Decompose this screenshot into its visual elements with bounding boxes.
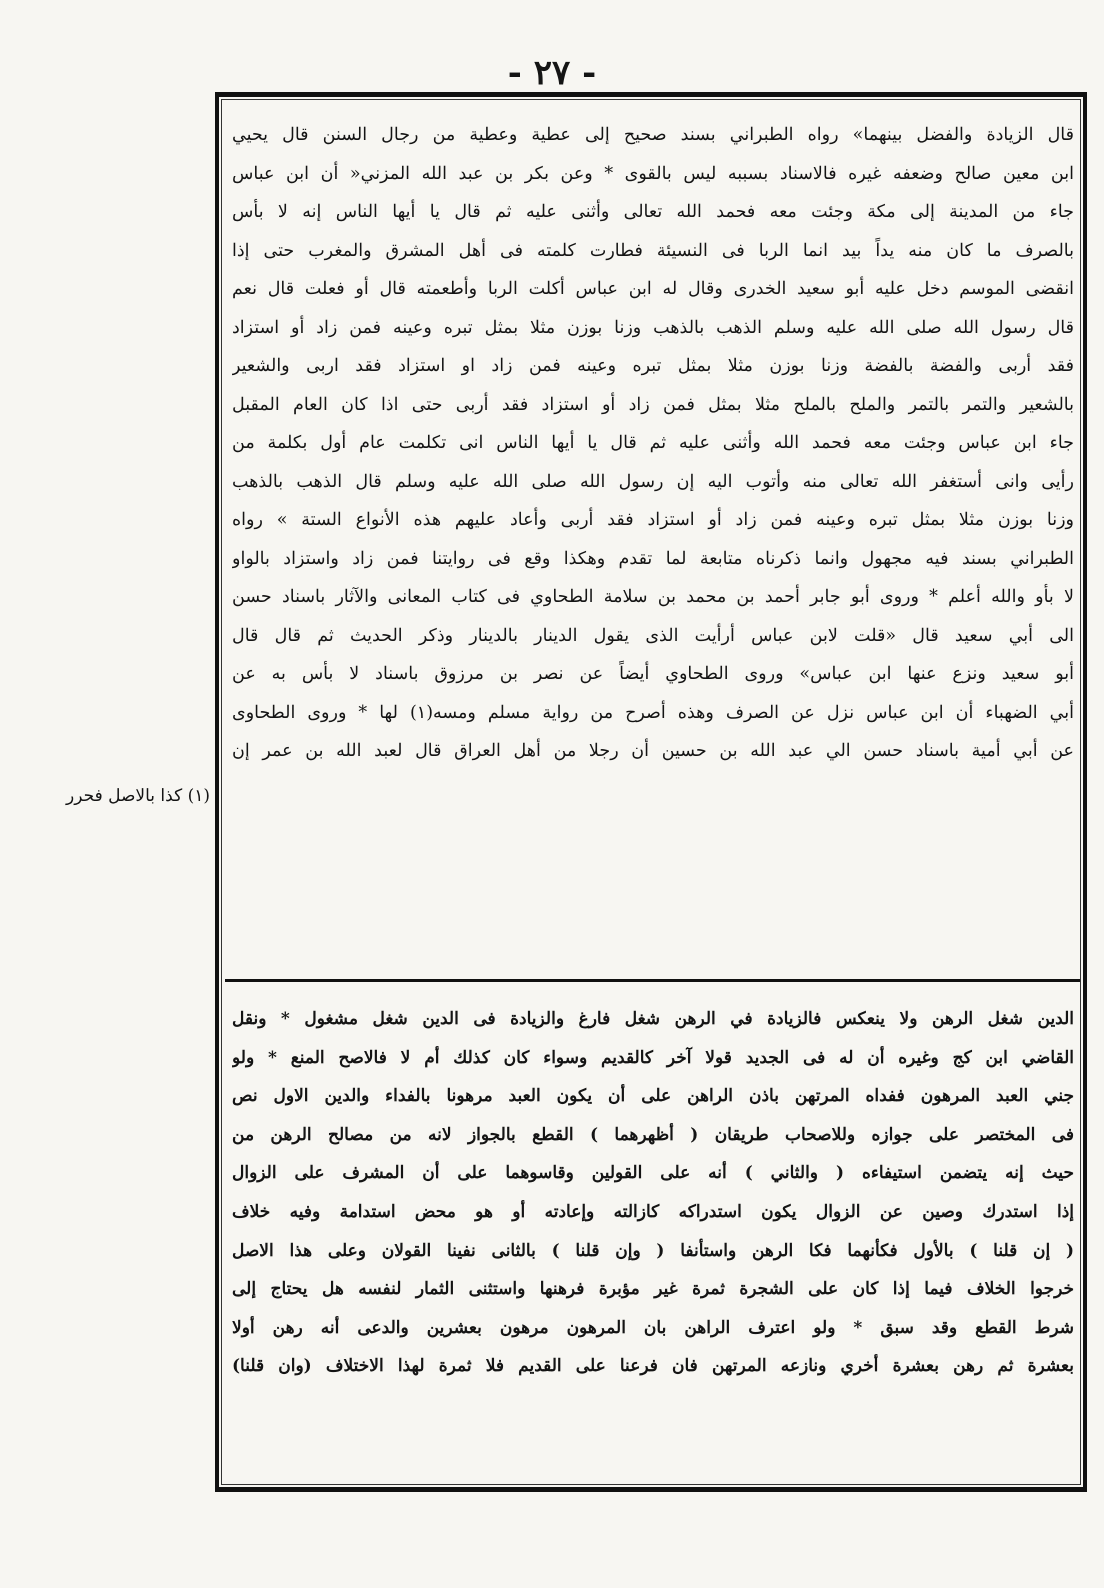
main-text-line: أبو سعيد ونزع عنها ابن عباس» وروى الطحاوي أيضاً عن نصر بن مرزوق باسناد لا بأس به عن xyxy=(232,664,1074,684)
commentary-line: إذا استدرك وصين عن الزوال يكون استدراكه كازالته وإعادته أو هو محض استدامة وفيه خلاف xyxy=(232,1201,1074,1222)
main-text-line: جاء من المدينة إلى مكة وجئت معه فحمد الله تعالى وأثنى عليه ثم قال يا أيها الناس إنه لا بأس xyxy=(232,202,1074,222)
commentary-line: القاضي ابن كج وغيره أن له فى الجديد قولا آخر كالقديم وسواء كان كذلك أم لا فالاصح المنع * ولو xyxy=(232,1047,1074,1068)
main-text-line: عن أبي أمية باسناد حسن الي عبد الله بن حسين أن رجلا من أهل العراق قال لعبد الله بن عمر إن xyxy=(232,741,1074,761)
commentary-line: جني العبد المرهون ففداه المرتهن باذن الراهن على أن يكون العبد مرهونا بالفداء والدين الاول نص xyxy=(232,1086,1074,1107)
page-number: - ٢٧ - xyxy=(507,53,597,93)
main-text-line: قال الزيادة والفضل بينهما» رواه الطبراني بسند صحيح إلى عطية وعطية من رجال السنن قال يحيي xyxy=(232,125,1074,145)
commentary-text-block xyxy=(232,1000,1074,1470)
section-divider xyxy=(225,979,1080,982)
main-text-line: لا بأو والله أعلم * وروى أبو جابر أحمد بن محمد بن سلامة الطحاوي فى كتاب المعانى والآثار باسناد حسن xyxy=(232,587,1074,607)
main-text-line: فقد أربى والفضة بالفضة وزنا بوزن مثلا بمثل تبره وعينه فمن زاد او استزاد فقد اربى والشعير xyxy=(232,356,1074,376)
main-text-line: بالشعير والتمر بالتمر والملح بالملح مثلا بمثل فمن زاد أو استزاد فقد أربى حتى اذا كان العام المقبل xyxy=(232,394,1074,415)
commentary-line: الدين شغل الرهن ولا ينعكس فالزيادة في الرهن شغل فارغ والزيادة فى الدين شغل مشغول * ونقل xyxy=(232,1009,1074,1029)
commentary-line: فى المختصر على جوازه وللاصحاب طريقان ( أظهرهما ) القطع بالجواز لانه من مصالح الرهن من xyxy=(232,1124,1074,1145)
commentary-line: خرجوا الخلاف فيما إذا كان على الشجرة ثمرة غير مؤبرة فرهنها واستثنى الثمار لنفسه هل يحتاج إلى xyxy=(232,1279,1074,1300)
main-text-line: الطبراني بسند فيه مجهول وانما ذكرناه متابعة لما تقدم وهكذا وقع فى روايتنا فمن زاد واستزاد بالواو xyxy=(232,548,1074,569)
commentary-line: شرط القطع وقد سبق * ولو اعترف الراهن بان المرهون مرهون بعشرين والدعى أنه رهن أولا xyxy=(232,1317,1074,1338)
main-text-line: انقضى الموسم دخل عليه أبو سعيد الخدرى وقال له ابن عباس أكلت الربا وأطعمته قال أو فعلت قال نعم xyxy=(232,279,1074,299)
main-text-line: وزنا بوزن مثلا بمثل تبره وعينه فمن زاد أو استزاد فقد أربى وأعاد عليهم هذه الأنواع الستة » رواه xyxy=(232,510,1074,530)
main-text-block xyxy=(232,116,1074,966)
main-text-line: رأيى وانى أستغفر الله تعالى منه وأتوب اليه إن رسول الله صلى الله عليه وسلم قال الذهب بالذهب xyxy=(232,471,1074,492)
main-text-line: جاء ابن عباس وجئت معه فحمد الله وأثنى عليه ثم قال يا أيها الناس انى تكلمت عام أول بكلمة من xyxy=(232,433,1074,453)
commentary-line: بعشرة ثم رهن بعشرة أخري ونازعه المرتهن فان فرعنا على القديم فلا ثمرة لهذا الاختلاف (وان قلنا) xyxy=(232,1356,1074,1377)
main-text-line: الى أبي سعيد قال «قلت لابن عباس أرأيت الذى يقول الدينار بالدينار وذكر الحديث ثم قال قال xyxy=(232,625,1074,646)
main-text-line: أبي الضهباء أن ابن عباس نزل عن الصرف وهذه أصرح من رواية مسلم ومسه(١) لها * وروى الطحاوى xyxy=(232,702,1074,723)
main-text-line: قال رسول الله صلى الله عليه وسلم الذهب بالذهب وزنا بوزن مثلا بمثل تبره وعينه فمن زاد أو استزاد xyxy=(232,317,1074,338)
main-text-line: بالصرف ما كان منه يداً بيد انما الربا فى النسيئة فطارت كلمته فى أهل المشرق والمغرب حتى إذا xyxy=(232,240,1074,261)
commentary-line: حيث إنه يتضمن استيفاءه ( والثاني ) أنه على القولين وقاسوهما على أن المشرف على الزوال xyxy=(232,1163,1074,1184)
main-text-line: ابن معين صالح وضعفه غيره فالاسناد بسببه ليس بالقوى * وعن بكر بن عبد الله المزني« أن ابن عباس xyxy=(232,163,1074,184)
margin-footnote: (١) كذا بالاصل فحرر xyxy=(66,786,210,806)
commentary-line: ( إن قلنا ) بالأول فكأنهما فكا الرهن واستأنفا ( وإن قلنا ) بالثانى نفينا القولان وعلى هذا الاصل xyxy=(232,1240,1074,1261)
